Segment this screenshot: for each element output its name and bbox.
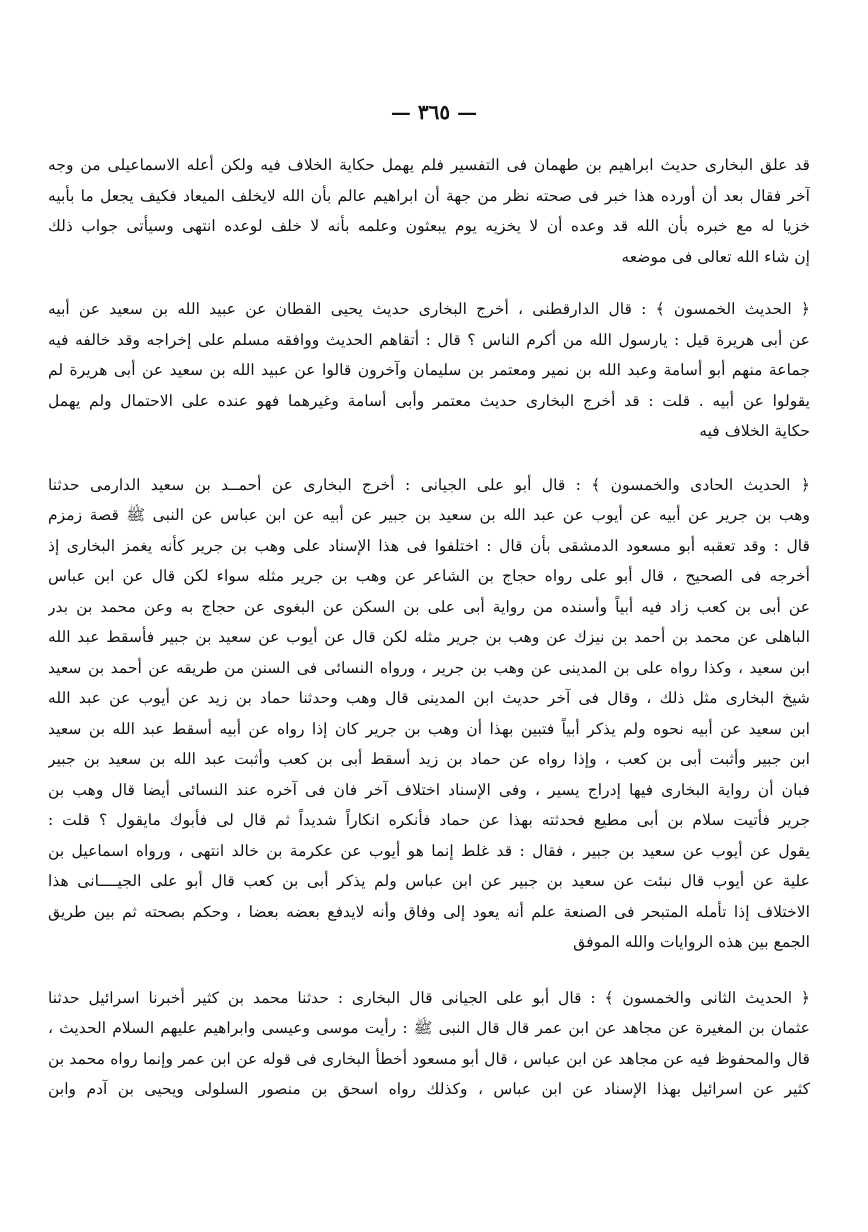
text-line: ابن سعيد عن أبيه نحوه ولم يذكر أبياً فتبين بهذا أن وهب بن جرير كان إذا رواه عن أبيه أسقط عبد الله بن سعيد	[48, 719, 810, 738]
text-line: خزيا له مع خبره بأن الله قد وعده أن لا يخزيه يوم يبعثون وعلمه بأنه لا خلف لوعده انتهى وسيأتى جواب ذلك	[48, 217, 810, 235]
text-line: وهب بن جرير عن أبيه عن أيوب عن عبد الله بن سعيد بن جبير عن أبيه عن ابن عباس عن النبى ﷺ قصة زمزم	[48, 506, 810, 524]
paragraph-hadith-50	[48, 294, 810, 447]
text-line: جرير فأتيت سلام بن أبى مطيع فحدثته بهذا عن حماد فأنكره انكاراً شديداً ثم قال لى فأبوك مايقول ؟ قلت :	[48, 811, 810, 829]
text-line: ﴿ الحديث الحادى والخمسون ﴾ : قال أبو على الجيانى : أخرج البخارى عن أحمــد بن سعيد الدارمى حدثنا	[48, 475, 810, 494]
text-line: عن أبى بن كعب زاد فيه أبياً وأسنده من رواية أبى على بن السكن عن البغوى عن حجاج به وعن محمد بن بدر	[48, 597, 810, 616]
text-line: قد علق البخارى حديث ابراهيم بن طهمان فى التفسير فلم يهمل حكاية الخلاف فيه ولكن أعله الاسماعيلى من وجه	[48, 156, 810, 174]
text-line: عن أبى هريرة قيل : يارسول الله من أكرم الناس ؟ قال : أتقاهم الحديث ووافقه مسلم على إخراجه وقد خالفه فيه	[48, 330, 810, 349]
text-line: آخر فقال بعد أن أورده هذا خبر فى صحته نظر من جهة أن ابراهيم عالم بأن الله لايخلف الميعاد فكيف يجعل ما بأبيه	[48, 186, 810, 205]
text-line: جماعة منهم أبو أسامة وعبد الله بن نمير ومعتمر بن سليمان وآخرون قالوا عن عبيد الله بن سعيد عن أبى هريرة لم	[48, 361, 810, 379]
text-line: يقولوا عن أبيه . قلت : قد أخرج البخارى حديث معتمر وأبى أسامة وغيرهما فهو عنده على الاحتمال ولم يهمل	[48, 391, 810, 410]
body-text	[48, 150, 810, 1105]
text-line: إن شاء الله تعالى فى موضعه	[621, 247, 810, 266]
text-line: الباهلى عن محمد بن أحمد بن نيزك عن وهب بن جرير مثله لكن قال عن أيوب عن سعيد بن جبير فأسقط عبد الله	[48, 628, 810, 646]
text-line: ﴿ الحديث الخمسون ﴾ : قال الدارقطنى ، أخرج البخارى حديث يحيى القطان عن عبيد الله بن سعيد عن أبيه	[48, 300, 810, 318]
text-line: الجمع بين هذه الروايات والله الموفق	[573, 933, 810, 951]
text-line: ﴿ الحديث الثانى والخمسون ﴾ : قال أبو على الجيانى قال البخارى : حدثنا محمد بن كثير أخبرنا اسرائيل حدثنا	[48, 988, 810, 1007]
text-line: فبان أن رواية البخارى فيها إدراج يسير ، وفى الإسناد اختلاف آخر فان فى آخره عند النسائى أيضا قال وهب بن	[48, 780, 810, 799]
page-number: — ٣٦٥ —	[390, 100, 478, 124]
text-line: حكاية الخلاف فيه	[699, 422, 810, 440]
paragraph-hadith-52	[48, 983, 810, 1105]
paragraph-hadith-51	[48, 470, 810, 958]
text-line: يقول عن أيوب عن سعيد بن جبير ، فقال : قد غلط إنما هو أيوب عن عكرمة بن خالد انتهى ، ورواه اسماعيل بن	[48, 841, 810, 860]
text-line: كثير عن اسرائيل بهذا الإسناد عن ابن عباس ، وكذلك رواه اسحق بن منصور السلولى ويحيى بن آدم وابن	[48, 1080, 810, 1098]
text-line: عثمان بن المغيرة عن مجاهد عن ابن عمر قال قال النبى ﷺ : رأيت موسى وعيسى وابراهيم عليهم السلام الحديث ،	[48, 1019, 810, 1037]
text-line: شيخ البخارى مثل ذلك ، وقال فى آخر حديث ابن المدينى قال وهب وحدثنا حماد بن زيد عن أيوب عن عبد الله	[48, 689, 810, 707]
text-line: ابن سعيد ، وكذا رواه على بن المدينى عن وهب بن جرير ، ورواه النسائى فى السنن من طريقه عن أحمد بن سعيد	[48, 658, 810, 677]
text-line: علية عن أيوب قال نبئت عن سعيد بن جبير عن ابن عباس ولم يذكر أبى بن كعب قال أبو على الجيــــانى هذا	[48, 872, 810, 890]
text-line: ابن جبير وأثبت أبى بن كعب ، وإذا رواه عن حماد بن زيد أسقط أبى بن كعب وأثبت عبد الله بن سعيد بن جبير	[48, 750, 810, 768]
paragraph-intro	[48, 150, 810, 272]
text-line: أخرجه فى الصحيح ، قال أبو على رواه حجاج بن الشاعر عن وهب بن جرير مثله سواء لكن قال عن ابن عباس	[48, 567, 810, 585]
text-line: الاختلاف إذا تأمله المتبحر فى الصنعة علم أنه يعود إلى وفاق وأنه لايدفع بعضه بعضا ، وحكم بصحته ثم بين طريق	[48, 902, 810, 921]
text-line: قال والمحفوظ فيه عن مجاهد عن ابن عباس ، قال أبو مسعود أخطأ البخارى فى قوله عن ابن عمر وإنما رواه محمد بن	[48, 1049, 810, 1068]
text-line: قال : وقد تعقبه أبو مسعود الدمشقى بأن قال : اختلفوا فى هذا الإسناد على وهب بن جرير كأنه يغمز البخارى إذ	[48, 536, 810, 555]
